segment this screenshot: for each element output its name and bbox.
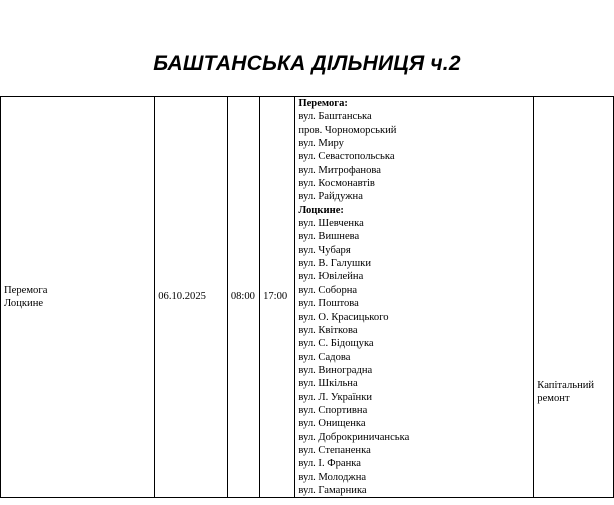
end-time-cell: 17:00 [260,97,295,498]
street-item: вул. С. Бідощука [298,338,374,350]
street-item: вул. Севастопольська [298,151,395,163]
street-item: вул. Садова [298,351,351,363]
street-item: вул. Квіткова [298,324,358,336]
street-item: вул. Гамарника [298,484,367,496]
street-item: вул. Вишнева [298,231,360,243]
street-item: вул. Чубаря [298,244,351,256]
page-title: БАШТАНСЬКА ДІЛЬНИЦЯ ч.2 [153,52,461,75]
street-item: вул. І. Франка [298,458,361,470]
street-item: вул. Л. Українки [298,391,373,403]
street-item: вул. Поштова [298,298,359,310]
street-item: вул. Ювілейна [298,271,364,283]
street-item: вул. Спортивна [298,404,368,416]
street-item: вул. В. Галушки [298,258,371,270]
street-item: пров. Чорноморський [298,124,397,136]
street-item: вул. Космонавтів [298,178,375,190]
street-item: вул. Шевченка [298,218,364,230]
street-item: вул. Молоджна [298,471,367,483]
street-item: вул. Онищенка [298,418,366,430]
street-item: вул. Райдужна [298,191,363,203]
street-item: вул. О. Красицького [298,311,389,323]
date-cell: 06.10.2025 [155,97,228,498]
reason-cell [534,97,614,498]
street-item: вул. Степаненка [298,444,371,456]
street-item: вул. Шкільна [298,378,358,390]
area-cell [1,97,155,498]
group-heading: Лоцкине: [298,204,344,216]
street-item: вул. Митрофанова [298,164,381,176]
street-item: вул. Миру [298,138,344,150]
area-name: Перемога [4,284,48,296]
reason-line: ремонт [537,393,570,405]
reason-line: Капітальний [537,379,595,391]
street-item: вул. Соборна [298,284,358,296]
area-name: Лоцкине [4,298,44,310]
streets-cell [295,97,534,498]
start-time-cell: 08:00 [227,97,259,498]
group-heading: Перемога: [298,98,348,109]
street-item: вул. Виноградна [298,364,373,376]
table-row [1,97,614,498]
street-item: вул. Баштанська [298,111,372,123]
outage-table [0,96,614,498]
street-item: вул. Доброкриничанська [298,431,410,443]
